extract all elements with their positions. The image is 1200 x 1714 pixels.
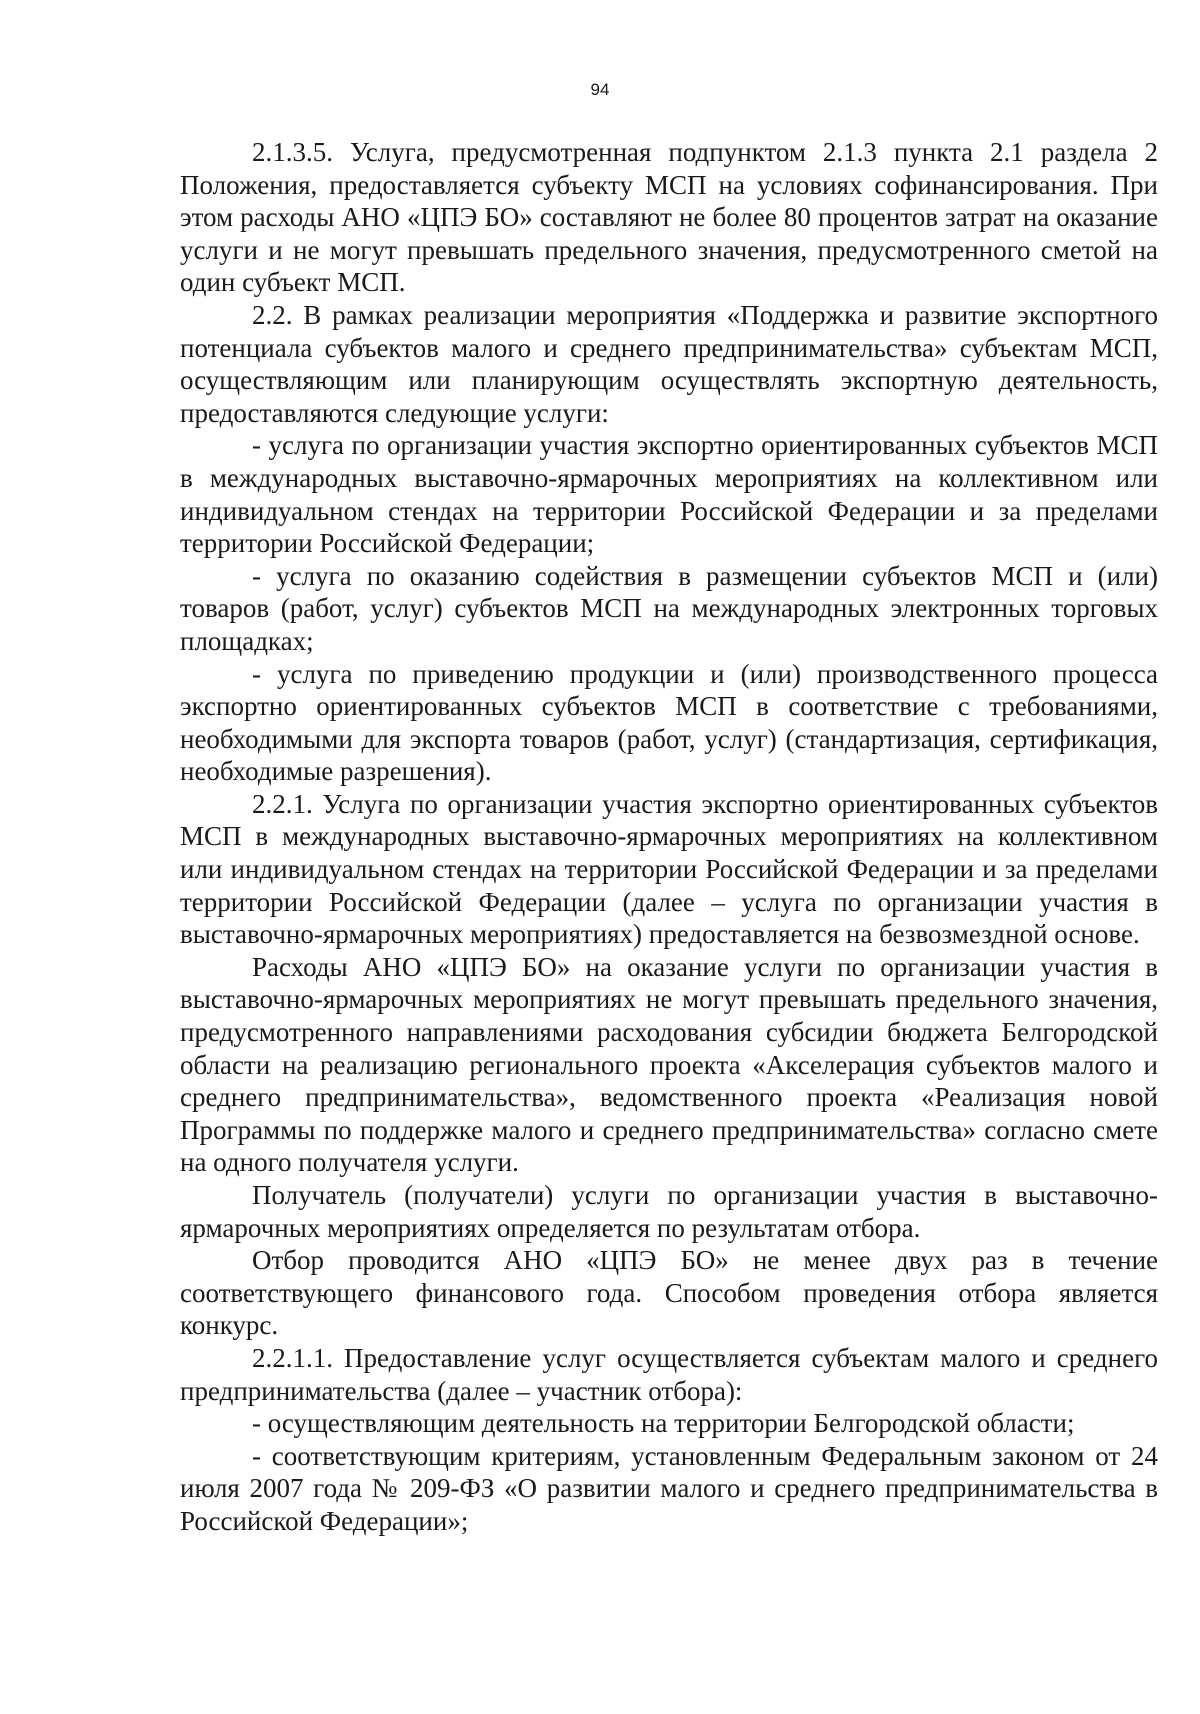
paragraph-expenses: Расходы АНО «ЦПЭ БО» на оказание услуги по организации участия в выставочно-ярмарочных мероприятиях не могут превышать предельного значения, предусмотренного направлениями расходования субсидии бюджета Белгородской области на реализацию регионального проекта «Акселерация субъектов малого и среднего предпринимательства», ведомственного проекта «Реализация новой Программы по поддержке малого и среднего предпринимательства» согласно смете на одного получателя услуги. bbox=[180, 951, 1158, 1178]
paragraph-2-2: 2.2. В рамках реализации мероприятия «Поддержка и развитие экспортного потенциала субъектов малого и среднего предпринимательства» субъектам МСП, осуществляющим или планирующим осуществлять экспортную деятельность, предоставляются следующие услуги: bbox=[180, 299, 1158, 428]
paragraph-recipient: Получатель (получатели) услуги по организации участия в выставочно-ярмарочных мероприятиях определяется по результатам отбора. bbox=[180, 1180, 1158, 1243]
paragraph-2-2-1: 2.2.1. Услуга по организации участия экспортно ориентированных субъектов МСП в международных выставочно-ярмарочных мероприятиях на коллективном или индивидуальном стендах на территории Российской Федерации и за пределами территории Российской Федерации (далее – услуга по организации участия в выставочно-ярмарочных мероприятиях) предоставляется на безвозмездной основе. bbox=[180, 788, 1158, 950]
paragraph-2-2-1-1: 2.2.1.1. Предоставление услуг осуществляется субъектам малого и среднего предпринимательства (далее – участник отбора): bbox=[180, 1342, 1158, 1406]
list-item-e-commerce: - услуга по оказанию содействия в размещении субъектов МСП и (или) товаров (работ, услуг) субъектов МСП на международных электронных торговых площадках; bbox=[180, 560, 1158, 656]
document-body bbox=[180, 136, 1158, 1538]
list-item-criteria: - соответствующим критериям, установленным Федеральным законом от 24 июля 2007 года № 209-ФЗ «О развитии малого и среднего предпринимательства в Российской Федерации»; bbox=[180, 1440, 1158, 1536]
paragraph-2-1-3-5: 2.1.3.5. Услуга, предусмотренная подпунктом 2.1.3 пункта 2.1 раздела 2 Положения, предоставляется субъекту МСП на условиях софинансирования. При этом расходы АНО «ЦПЭ БО» составляют не более 80 процентов затрат на оказание услуги и не могут превышать предельного значения, предусмотренного сметой на один субъект МСП. bbox=[180, 137, 1158, 298]
list-item-certification: - услуга по приведению продукции и (или) производственного процесса экспортно ориентированных субъектов МСП в соответствие с требованиями, необходимыми для экспорта товаров (работ, услуг) (стандартизация, сертификация, необходимые разрешения). bbox=[180, 658, 1158, 787]
list-item-exhibitions: - услуга по организации участия экспортно ориентированных субъектов МСП в международных выставочно-ярмарочных мероприятиях на коллективном или индивидуальном стендах на территории Российской Федерации и за пределами территории Российской Федерации; bbox=[180, 430, 1158, 559]
page-number: 94 bbox=[590, 80, 610, 99]
list-item-territory: - осуществляющим деятельность на территории Белгородской области; bbox=[252, 1408, 1075, 1439]
paragraph-selection: Отбор проводится АНО «ЦПЭ БО» не менее двух раз в течение соответствующего финансового года. Способом проведения отбора является конкурс. bbox=[180, 1245, 1158, 1341]
